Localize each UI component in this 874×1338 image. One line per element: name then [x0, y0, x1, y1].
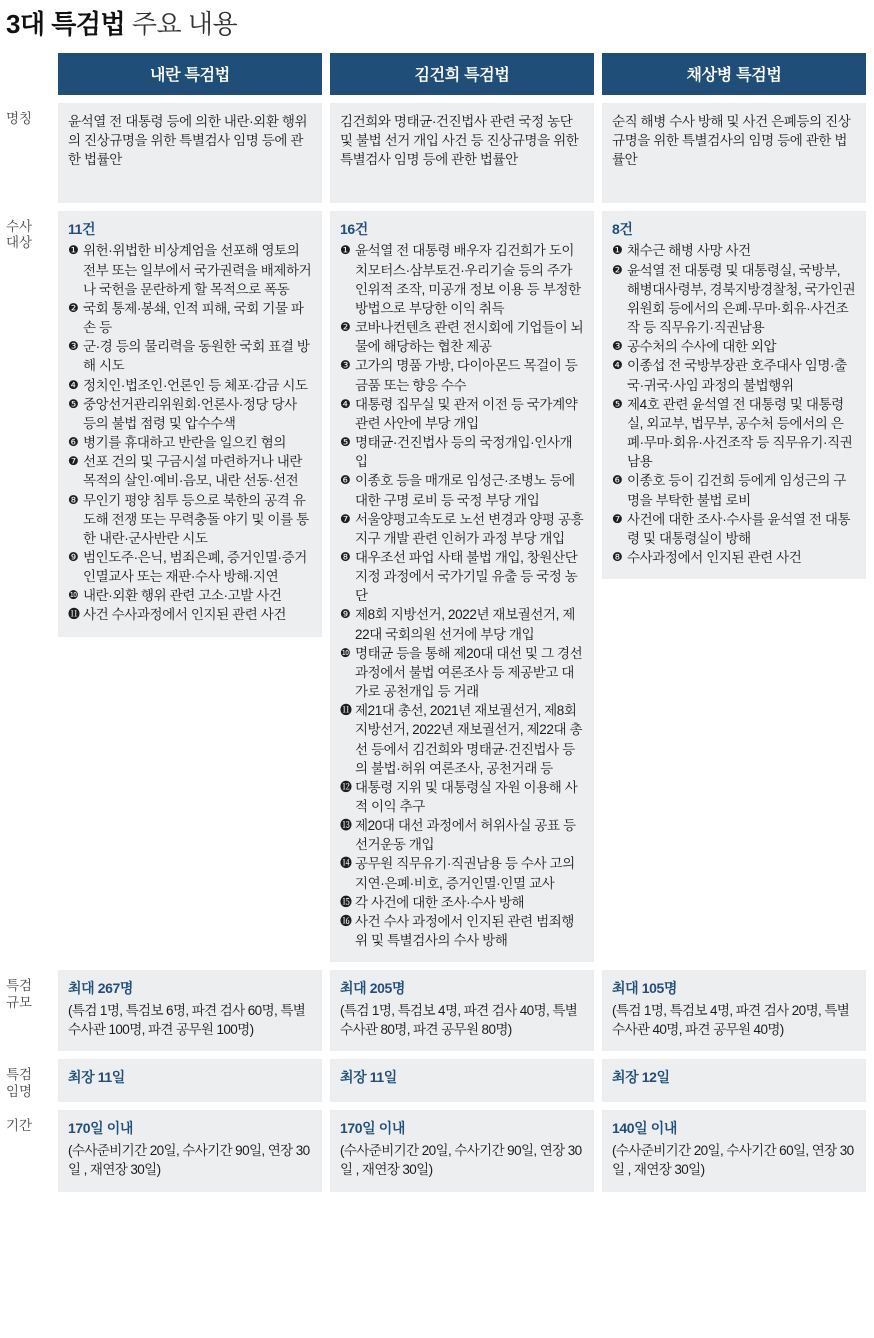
- target-item: [68, 395, 312, 433]
- name-cell-0: [58, 103, 322, 203]
- scale-detail-2: (특검 1명, 특검보 4명, 파견 검사 20명, 특별 수사관 40명, 파견 공무원 40명): [612, 1003, 850, 1038]
- target-item-number: ❷: [612, 262, 623, 277]
- name-text-0: 윤석열 전 대통령 등에 의한 내란·외환 행위의 진상규명을 위한 특별검사 임명 등에 관한 법률안: [58, 103, 322, 203]
- target-item-number: ❺: [340, 435, 351, 450]
- target-item-text: 내란·외환 행위 관련 고소·고발 사건: [83, 588, 282, 604]
- targets-cell-2: [602, 211, 866, 963]
- target-item-number: ❽: [340, 549, 351, 564]
- row-label-targets-line1: 수사: [6, 218, 33, 234]
- target-item: [340, 395, 584, 433]
- row-label-scale: [4, 970, 50, 1051]
- scale-detail-1: (특검 1명, 특검보 4명, 파견 검사 40명, 특별 수사관 80명, 파견 공무원 80명): [340, 1003, 578, 1038]
- target-item-text: 범인도주·은닉, 범죄은폐, 증거인멸·증거인멸교사 또는 재판·수사 방해·지연: [83, 549, 307, 585]
- appoint-box-0: [58, 1059, 322, 1102]
- target-item: [612, 356, 856, 394]
- targets-count-2: 8건: [612, 220, 633, 237]
- target-item: [340, 644, 584, 701]
- target-item-text: 병기를 휴대하고 반란을 일으킨 혐의: [83, 435, 287, 451]
- target-item: [612, 471, 856, 509]
- target-item-text: 윤석열 전 대통령 및 대통령실, 국방부, 해병대사령부, 경북지방경찰청, 국가인권위원회 등에서의 은폐·무마·회유·사건조작 등 직무유기·직권남용: [627, 262, 856, 336]
- scale-cell-1: [330, 970, 594, 1051]
- target-item-number: ❹: [612, 358, 623, 373]
- target-item-text: 사건 수사과정에서 인지된 관련 사건: [83, 607, 287, 623]
- spacer: [4, 1102, 866, 1110]
- appoint-value-2: 최장 12일: [612, 1069, 670, 1086]
- target-item-number: ⓭: [340, 818, 352, 833]
- targets-box-1: [330, 211, 594, 963]
- target-item: [68, 376, 312, 395]
- target-item-number: ❹: [68, 377, 79, 392]
- target-item: [340, 854, 584, 892]
- targets-count-0: 11건: [68, 220, 96, 237]
- target-item-text: 공무원 직무유기·직권남용 등 수사 고의지연·은폐·비호, 증거인멸·인멸 교사: [355, 856, 575, 891]
- period-headline-1: 170일 이내: [340, 1120, 406, 1137]
- target-item-text: 명태균·건진법사 등의 국정개입·인사개입: [355, 435, 573, 470]
- target-item-text: 사건에 대한 조사·수사를 윤석열 전 대통령 및 대통령실이 방해: [627, 511, 851, 546]
- target-item: [340, 318, 584, 356]
- scale-cell-0: [58, 970, 322, 1051]
- targets-list-1: [340, 241, 584, 950]
- target-item: [340, 471, 584, 509]
- scale-box-1: [330, 970, 594, 1051]
- appoint-value-0: 최장 11일: [68, 1069, 125, 1086]
- target-item: [612, 548, 856, 567]
- target-item-text: 대우조선 파업 사태 불법 개입, 창원산단 지정 과정에서 국가기밀 유출 등 국정 농단: [355, 549, 578, 604]
- target-item-text: 코바나컨텐츠 관련 전시회에 기업들이 뇌물에 해당하는 협찬 제공: [355, 320, 584, 355]
- row-label-appoint-line2: 임명: [6, 1084, 33, 1100]
- name-cell-2: [602, 103, 866, 203]
- target-item: [612, 510, 856, 548]
- targets-list-0: [68, 241, 312, 624]
- target-item: [612, 261, 856, 338]
- period-detail-2: (수사준비기간 20일, 수사기간 60일, 연장 30일 , 재연장 30일): [612, 1143, 854, 1178]
- scale-detail-0: (특검 1명, 특검보 6명, 파견 검사 60명, 특별 수사관 100명, 파견 공무원 100명): [68, 1003, 306, 1038]
- target-item-text: 국회 통제·봉쇄, 인적 피해, 국회 기물 파손 등: [83, 300, 304, 336]
- target-item: [340, 816, 584, 854]
- target-item-text: 각 사건에 대한 조사·수사 방해: [355, 894, 525, 910]
- appoint-box-2: [602, 1059, 866, 1102]
- target-item: [340, 912, 584, 950]
- targets-cell-1: [330, 211, 594, 963]
- target-item-text: 제20대 대선 과정에서 허위사실 공표 등 선거운동 개입: [355, 818, 576, 853]
- target-item: [340, 548, 584, 605]
- targets-list-2: [612, 241, 856, 567]
- appoint-cell-0: [58, 1059, 322, 1102]
- period-cell-2: [602, 1110, 866, 1191]
- target-item-number: ⓯: [340, 894, 352, 909]
- target-item-text: 위헌·위법한 비상계엄을 선포해 영토의 전부 또는 일부에서 국가권력을 배제하거나 국헌을 문란하게 할 목적으로 폭동: [83, 243, 312, 297]
- target-item-number: ⓰: [340, 913, 352, 928]
- target-item: [68, 586, 312, 605]
- target-item-text: 대통령 집무실 및 관저 이전 등 국가계약 관련 사안에 부당 개입: [355, 396, 578, 431]
- target-item: [340, 356, 584, 394]
- target-item: [68, 548, 312, 586]
- target-item-text: 제21대 총선, 2021년 재보궐선거, 제8회 지방선거, 2022년 재보궐선거, 제22대 총선 등에서 김건희와 명태균·건진법사 등의 불법·허위 여론조사, 공천거래 등: [355, 703, 583, 776]
- target-item: [340, 241, 584, 318]
- table-row-scale: [4, 970, 866, 1051]
- target-item-text: 수사과정에서 인지된 관련 사건: [627, 549, 802, 565]
- targets-box-2: [602, 211, 866, 580]
- period-headline-0: 170일 이내: [68, 1120, 134, 1137]
- target-item-number: ❼: [68, 454, 79, 469]
- spacer: [4, 1051, 866, 1059]
- target-item-text: 군·경 등의 물리력을 동원한 국회 표결 방해 시도: [83, 339, 310, 374]
- row-label-appoint-line1: 특검: [6, 1067, 33, 1083]
- appoint-box-1: [330, 1059, 594, 1102]
- target-item: [68, 452, 312, 490]
- target-item-number: ❿: [340, 645, 351, 660]
- targets-cell-0: [58, 211, 322, 963]
- table-row-targets: [4, 211, 866, 963]
- page-title-strong: 3대 특검법: [6, 9, 126, 39]
- scale-headline-2: 최대 105명: [612, 980, 678, 997]
- page-title: [0, 0, 874, 53]
- target-item: [68, 337, 312, 375]
- target-item-text: 제4호 관련 윤석열 전 대통령 및 대통령실, 외교부, 법무부, 공수처 등에서의 은폐·무마·회유·사건조작 등 직무유기·직권남용: [627, 396, 853, 470]
- target-item: [68, 241, 312, 298]
- target-item-number: ❼: [340, 511, 351, 526]
- table-header-row: [4, 53, 866, 95]
- target-item-number: ❿: [68, 588, 79, 603]
- target-item-number: ❸: [612, 339, 623, 354]
- column-header-0: 내란 특검법: [58, 53, 322, 95]
- target-item: [340, 701, 584, 778]
- target-item-number: ⓮: [340, 856, 352, 871]
- target-item-text: 대통령 지위 및 대통령실 자원 이용해 사적 이익 추구: [355, 779, 578, 814]
- scale-box-0: [58, 970, 322, 1051]
- spacer: [4, 962, 866, 970]
- row-label-period-line1: 기간: [6, 1118, 33, 1134]
- corner-empty: [4, 53, 50, 95]
- table-row-period: [4, 1110, 866, 1191]
- table-row-name: [4, 103, 866, 203]
- spacer: [4, 95, 866, 103]
- target-item-text: 이종호 등을 매개로 임성근·조병노 등에 대한 구명 로비 등 국정 부당 개입: [355, 473, 575, 508]
- column-header-cell-0: [58, 53, 322, 95]
- table-row-appoint: [4, 1059, 866, 1102]
- target-item-number: ❶: [612, 243, 623, 258]
- appoint-cell-2: [602, 1059, 866, 1102]
- page-title-light: 주요 내용: [125, 9, 238, 39]
- target-item: [68, 433, 312, 452]
- target-item: [340, 510, 584, 548]
- target-item-text: 사건 수사 과정에서 인지된 관련 범죄행위 및 특별검사의 수사 방해: [355, 913, 575, 949]
- target-item-number: ❺: [68, 396, 79, 411]
- scale-headline-0: 최대 267명: [68, 980, 134, 997]
- row-label-name: 명칭: [6, 110, 33, 126]
- column-header-1: 김건희 특검법: [330, 53, 594, 95]
- row-label-scale-line2: 규모: [6, 995, 33, 1011]
- targets-count-1: 16건: [340, 220, 368, 237]
- scale-headline-1: 최대 205명: [340, 980, 406, 997]
- target-item: [68, 605, 312, 624]
- target-item-number: ❶: [340, 243, 351, 258]
- target-item-number: ⓫: [340, 703, 352, 718]
- target-item-text: 선포 건의 및 구금시설 마련하거나 내란목적의 살인·예비·음모, 내란 선동·선전: [83, 454, 303, 489]
- target-item: [612, 337, 856, 356]
- appoint-value-1: 최장 11일: [340, 1069, 397, 1086]
- column-header-2: 채상병 특검법: [602, 53, 866, 95]
- target-item-number: ❷: [68, 300, 79, 315]
- target-item-number: ⓫: [68, 607, 80, 622]
- target-item-text: 공수처의 수사에 대한 외압: [627, 339, 777, 355]
- target-item-text: 고가의 명품 가방, 다이아몬드 목걸이 등 금품 또는 향응 수수: [355, 358, 578, 393]
- targets-box-0: [58, 211, 322, 637]
- target-item-number: ❻: [612, 473, 623, 488]
- target-item-text: 무인기 평양 침투 등으로 북한의 공격 유도해 전쟁 또는 무력충돌 야기 및 이를 통한 내란·군사반란 시도: [83, 492, 309, 546]
- target-item-number: ❺: [612, 396, 623, 411]
- target-item-number: ❾: [68, 549, 79, 564]
- target-item-number: ❹: [340, 396, 351, 411]
- target-item-text: 명태균 등을 통해 제20대 대선 및 그 경선과정에서 불법 여론조사 등 제공받고 대가로 공천개입 등 거래: [355, 645, 583, 700]
- spacer: [4, 203, 866, 211]
- target-item-number: ❷: [340, 320, 351, 335]
- target-item-number: ❸: [68, 339, 79, 354]
- target-item: [68, 299, 312, 337]
- target-item-number: ⓬: [340, 779, 352, 794]
- name-text-1: 김건희와 명태균·건진법사 관련 국정 농단 및 불법 선거 개입 사건 등 진상규명을 위한 특별검사 임명 등에 관한 법률안: [330, 103, 594, 203]
- period-cell-0: [58, 1110, 322, 1191]
- target-item-text: 정치인·법조인·언론인 등 체포·감금 시도: [83, 377, 308, 393]
- target-item-text: 이종호 등이 김건희 등에게 임성근의 구명을 부탁한 불법 로비: [627, 473, 847, 508]
- target-item-text: 서울양평고속도로 노선 변경과 양평 공흥지구 개발 관련 인허가 과정 부당 개입: [355, 511, 584, 546]
- period-box-2: [602, 1110, 866, 1191]
- period-headline-2: 140일 이내: [612, 1120, 678, 1137]
- period-detail-1: (수사준비기간 20일, 수사기간 90일, 연장 30일 , 재연장 30일): [340, 1143, 582, 1178]
- target-item: [68, 491, 312, 548]
- target-item-number: ❶: [68, 243, 79, 258]
- target-item-text: 이종섭 전 국방부장관 호주대사 임명·출국·귀국·사임 과정의 불법행위: [627, 358, 847, 393]
- name-cell-1: [330, 103, 594, 203]
- target-item-number: ❽: [68, 492, 79, 507]
- column-header-cell-2: [602, 53, 866, 95]
- target-item-number: ❽: [612, 549, 623, 564]
- scale-cell-2: [602, 970, 866, 1051]
- target-item: [612, 395, 856, 472]
- target-item-number: ❼: [612, 511, 623, 526]
- comparison-table: [0, 53, 874, 1192]
- period-box-1: [330, 1110, 594, 1191]
- row-label-targets: [4, 211, 50, 963]
- target-item-text: 채수근 해병 사망 사건: [627, 243, 751, 259]
- target-item-number: ❾: [340, 607, 351, 622]
- appoint-cell-1: [330, 1059, 594, 1102]
- name-text-2: 순직 해병 수사 방해 및 사건 은폐등의 진상규명을 위한 특별검사의 임명 등에 관한 법률안: [602, 103, 866, 203]
- target-item: [340, 778, 584, 816]
- row-label-period: [4, 1110, 50, 1191]
- row-label-scale-line1: 특검: [6, 978, 33, 994]
- target-item-text: 중앙선거관리위원회·언론사·정당 당사 등의 불법 점령 및 압수수색: [83, 396, 297, 431]
- target-item: [612, 241, 856, 260]
- period-cell-1: [330, 1110, 594, 1191]
- target-item: [340, 893, 584, 912]
- period-box-0: [58, 1110, 322, 1191]
- target-item-text: 제8회 지방선거, 2022년 재보궐선거, 제22대 국회의원 선거에 부당 개입: [355, 607, 575, 642]
- target-item-number: ❸: [340, 358, 351, 373]
- target-item-number: ❻: [68, 435, 79, 450]
- column-header-cell-1: [330, 53, 594, 95]
- period-detail-0: (수사준비기간 20일, 수사기간 90일, 연장 30일 , 재연장 30일): [68, 1143, 310, 1178]
- row-label-appoint: [4, 1059, 50, 1102]
- target-item: [340, 605, 584, 643]
- row-label-targets-line2: 대상: [6, 235, 33, 251]
- target-item-text: 윤석열 전 대통령 배우자 김건희가 도이치모터스·삼부토건·우리기술 등의 주가 인위적 조작, 미공개 정보 이용 등 부정한 방법으로 부당한 이익 취득: [355, 243, 581, 316]
- scale-box-2: [602, 970, 866, 1051]
- target-item-number: ❻: [340, 473, 351, 488]
- target-item: [340, 433, 584, 471]
